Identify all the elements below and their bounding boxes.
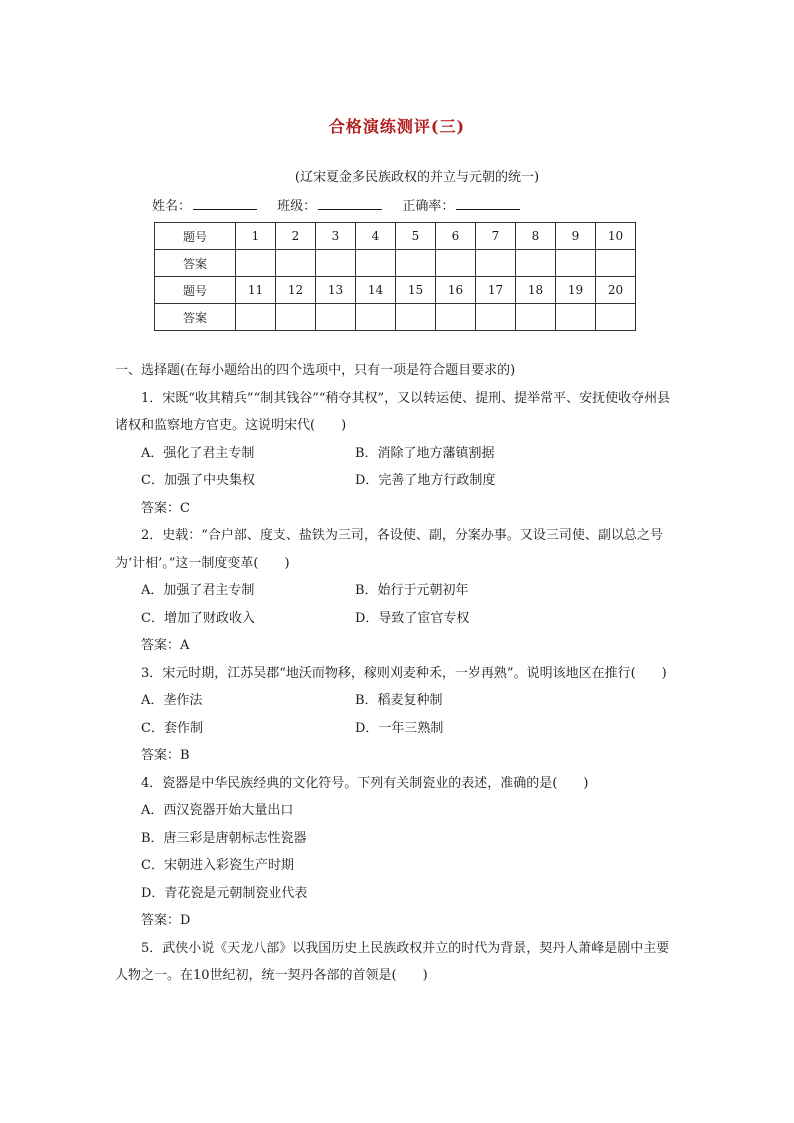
question-stem: 1．宋既“收其精兵”“制其钱谷”“稍夺其权”，又以转运使、提刑、提举常平、安抚使收夺州县诸权和监察地方官吏。这说明宋代( ) (115, 390, 671, 433)
question-number: 10 (596, 223, 636, 250)
answer-cell[interactable] (356, 304, 396, 331)
question-number: 11 (236, 277, 276, 304)
option: A．垄作法 (141, 693, 203, 708)
question-number: 1 (236, 223, 276, 250)
accuracy-label: 正确率： (402, 199, 455, 214)
answer-line: 答案：A (141, 638, 190, 653)
question-number: 9 (556, 223, 596, 250)
question-number: 18 (516, 277, 556, 304)
option: C．增加了财政收入 (141, 610, 255, 626)
answer-cell[interactable] (276, 250, 316, 277)
answer-cell[interactable] (476, 304, 516, 331)
question-number: 12 (276, 277, 316, 304)
answer-cell[interactable] (556, 250, 596, 277)
answer-row-label: 答案 (155, 250, 236, 277)
option-row (115, 577, 681, 605)
answer-cell[interactable] (436, 304, 476, 331)
answer-table-answer-row-2 (155, 304, 636, 331)
question-number: 13 (316, 277, 356, 304)
option-row (115, 605, 681, 633)
number-row-label: 题号 (155, 277, 236, 304)
name-field (152, 195, 257, 214)
page-title: 合格演练测评(三) (328, 117, 466, 136)
question-number: 20 (596, 277, 636, 304)
student-info-fields (152, 195, 536, 214)
answer-table-answer-row-1 (155, 250, 636, 277)
question-number: 19 (556, 277, 596, 304)
option: A．加强了君主专制 (141, 583, 255, 598)
answer-cell[interactable] (316, 304, 356, 331)
answer-cell[interactable] (276, 304, 316, 331)
name-label: 姓名： (152, 199, 192, 214)
option: D．一年三熟制 (355, 720, 444, 736)
answer-table-number-row-2 (155, 277, 636, 304)
answer-cell[interactable] (516, 304, 556, 331)
page-subtitle: (辽宋夏金多民族政权的并立与元朝的统一) (294, 170, 540, 185)
answer-cell[interactable] (356, 250, 396, 277)
option: A．强化了君主专制 (141, 445, 255, 461)
answer-cell[interactable] (396, 250, 436, 277)
answer-line: 答案：D (141, 913, 191, 928)
answer-cell[interactable] (516, 250, 556, 277)
option: B．消除了地方藩镇割据 (355, 445, 495, 461)
option: D．完善了地方行政制度 (355, 473, 496, 488)
question-number: 6 (436, 223, 476, 250)
answer-cell[interactable] (476, 250, 516, 277)
question-number: 8 (516, 223, 556, 250)
question-number: 14 (356, 277, 396, 304)
section-heading: 一、选择题(在每小题给出的四个选项中，只有一项是符合题目要求的) (115, 363, 516, 378)
option-row (115, 467, 681, 495)
name-blank (193, 197, 257, 210)
question-number: 2 (276, 223, 316, 250)
question-number: 3 (316, 223, 356, 250)
option: A．西汉瓷器开始大量出口 (141, 803, 294, 818)
accuracy-blank (456, 197, 520, 210)
answer-cell[interactable] (396, 304, 436, 331)
question-number: 4 (356, 223, 396, 250)
question-stem: 3．宋元时期，江苏吴郡“地沃而物移，稼则刈麦种禾，一岁再熟”。说明该地区在推行( ) (141, 665, 667, 681)
option: C．套作制 (141, 720, 203, 736)
option: C．加强了中央集权 (141, 473, 255, 488)
question-number: 15 (396, 277, 436, 304)
class-label: 班级： (277, 199, 317, 214)
question-stem: 4．瓷器是中华民族经典的文化符号。下列有关制瓷业的表述，准确的是( ) (141, 775, 589, 791)
answer-cell[interactable] (436, 250, 476, 277)
question-number: 7 (476, 223, 516, 250)
option: D．导致了宦官专权 (355, 610, 470, 626)
number-row-label: 题号 (155, 223, 236, 250)
answer-cell[interactable] (316, 250, 356, 277)
option: C．宋朝进入彩瓷生产时期 (141, 858, 294, 873)
question-section (115, 357, 681, 990)
class-field (277, 195, 382, 214)
answer-cell[interactable] (596, 250, 636, 277)
question-stem: 2．史载：“合户部、度支、盐铁为三司，各设使、副，分案办事。又设三司使、副以总之号为‘计相’。”这一制度变革( ) (115, 528, 663, 571)
question-number: 5 (396, 223, 436, 250)
option-row (115, 687, 681, 715)
answer-table-number-row-1 (155, 223, 636, 250)
class-blank (318, 197, 382, 210)
answer-cell[interactable] (596, 304, 636, 331)
accuracy-field (402, 195, 520, 214)
option: B．稻麦复种制 (355, 693, 443, 708)
question-stem: 5．武侠小说《天龙八部》以我国历史上民族政权并立的时代为背景，契丹人萧峰是剧中主要人物之一。在10世纪初，统一契丹各部的首领是( ) (115, 940, 670, 983)
answer-line: 答案：C (141, 500, 190, 516)
answer-row-label: 答案 (155, 304, 236, 331)
answer-cell[interactable] (556, 304, 596, 331)
option: B．唐三彩是唐朝标志性瓷器 (141, 830, 307, 846)
answer-line: 答案：B (141, 748, 190, 763)
option-row (115, 440, 681, 468)
question-number: 17 (476, 277, 516, 304)
option-row (115, 715, 681, 743)
answer-table (154, 222, 636, 331)
answer-cell[interactable] (236, 304, 276, 331)
option: B．始行于元朝初年 (355, 583, 469, 598)
question-number: 16 (436, 277, 476, 304)
answer-cell[interactable] (236, 250, 276, 277)
option: D．青花瓷是元朝制瓷业代表 (141, 885, 308, 901)
